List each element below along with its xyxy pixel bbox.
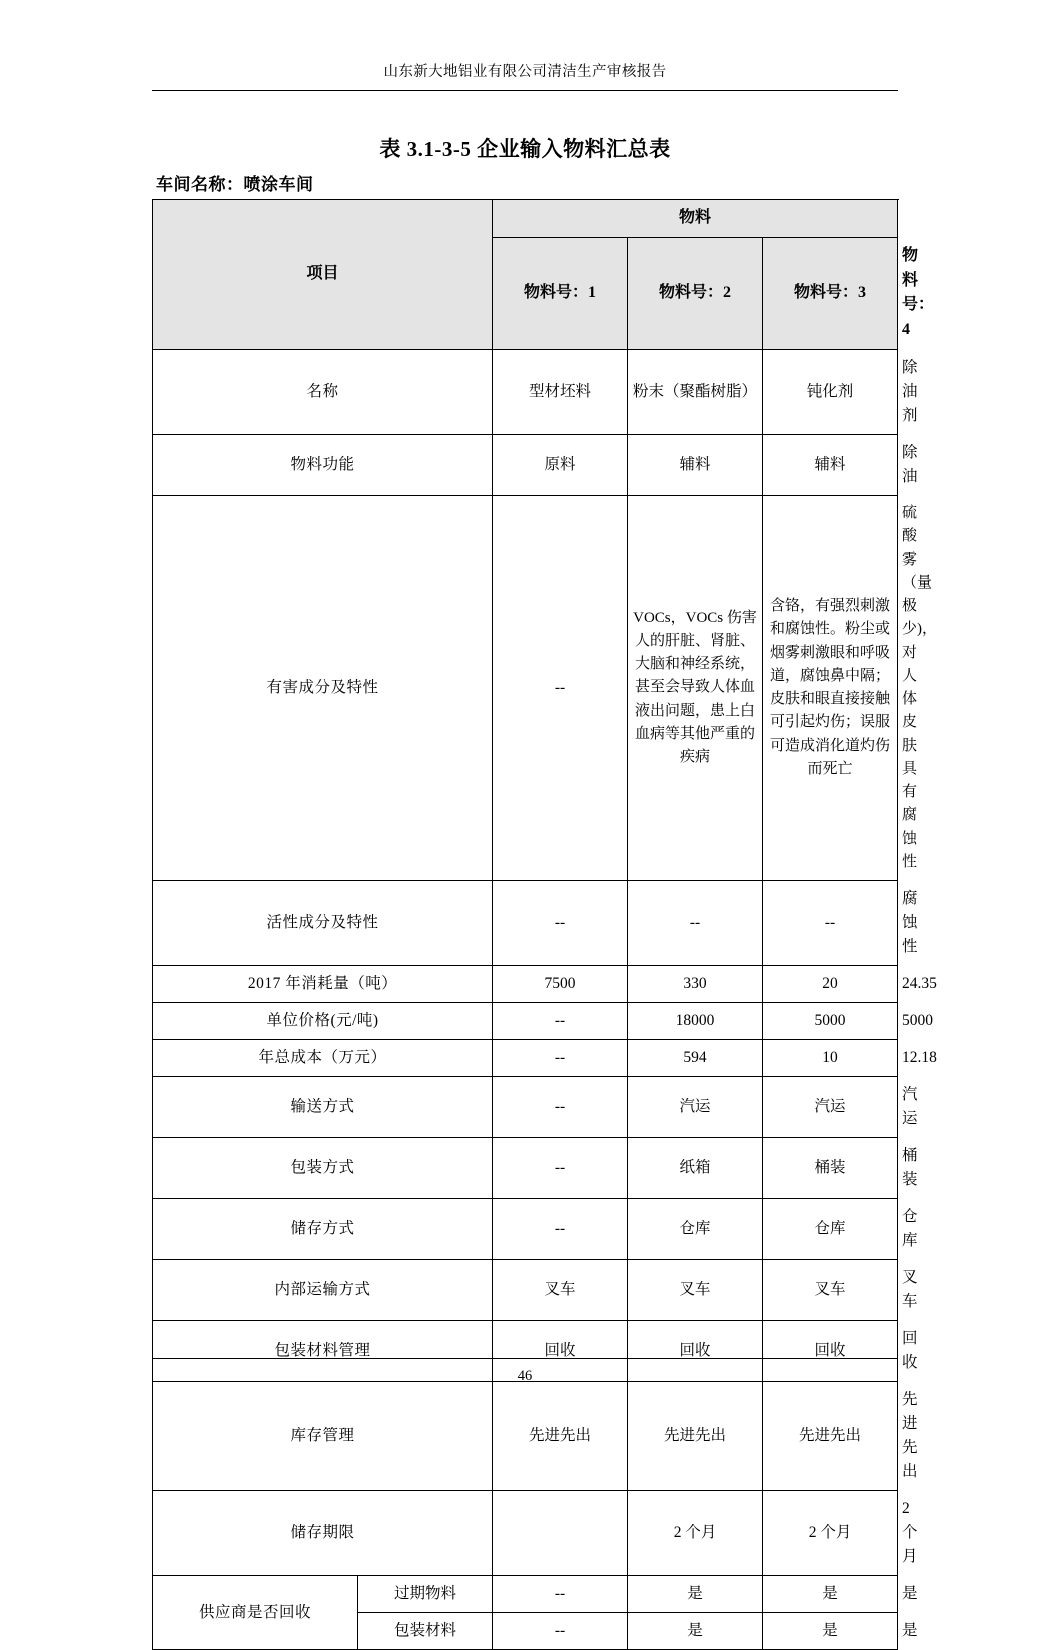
table-head [153,200,935,350]
table-row: 包装材料管理 回收 回收 回收 回收 [153,1321,898,1382]
table-header-row-1 [153,200,898,238]
row-cell: -- [493,1003,628,1040]
row-cell: 18000 [628,1003,763,1040]
row-cell: 纸箱 [628,1138,763,1199]
row-cell: 汽运 [628,1077,763,1138]
col-header-material-group: 物料 [493,200,898,238]
table-row: 名称 型材坯料 粉末（聚酯树脂） 钝化剂 除油剂 [153,349,898,434]
table-header-row-2: 物料号：1 物料号：2 物料号：3 物料号：4 [153,237,898,349]
row-cell: 2 个月 [763,1491,898,1576]
row-cell: 是 [763,1576,898,1613]
col-header-material-3: 物料号：3 [763,237,898,349]
row-cell: -- [493,496,628,881]
row-label: 储存方式 [153,1199,493,1260]
col-header-material-2: 物料号：2 [628,237,763,349]
row-label: 输送方式 [153,1077,493,1138]
row-cell: -- [763,881,898,966]
row-label: 包装材料管理 [153,1321,493,1382]
row-label: 包装方式 [153,1138,493,1199]
row-cell: 330 [628,966,763,1003]
row-cell: 汽运 [763,1077,898,1138]
page-title: 表 3.1-3-5 企业输入物料汇总表 [379,137,671,161]
row-label: 单位价格(元/吨) [153,1003,493,1040]
page-header [152,62,898,82]
table-row: 库存管理 先进先出 先进先出 先进先出 先进先出 [153,1382,898,1491]
row-cell: 是 [763,1613,898,1650]
col-header-item: 项目 [153,200,493,350]
row-cell: -- [493,881,628,966]
row-label: 库存管理 [153,1382,493,1491]
table-row: 包装方式 -- 纸箱 桶装 桶装 [153,1138,898,1199]
table-row: 有害成分及特性 -- VOCs，VOCs 伤害人的肝脏、肾脏、大脑和神经系统，甚至会导致人体血液出问题，患上白血病等其他严重的疾病 含铬，有强烈刺激和腐蚀性。粉尘或烟雾刺激眼和呼吸道，腐蚀鼻中隔；皮肤和眼直接接触可引起灼伤；误服可造成消化道灼伤而死亡 硫酸雾（量极少)，对人体皮肤具有腐蚀性 [153,496,898,881]
row-cell: 先进先出 [628,1382,763,1491]
row-cell: 是 [628,1576,763,1613]
materials-table-wrapper [152,199,938,1650]
materials-table [152,199,938,1650]
row-cell: -- [493,1199,628,1260]
row-cell: 仓库 [628,1199,763,1260]
table-row: 2017 年消耗量（吨） 7500 330 20 24.35 [153,966,898,1003]
row-cell: -- [493,1077,628,1138]
table-row: 供应商是否回收 过期物料 -- 是 是 是 [153,1576,898,1613]
row-label: 活性成分及特性 [153,881,493,966]
header-divider [152,90,898,91]
row-cell: 回收 [763,1321,898,1382]
table-row: 储存期限 2 个月 2 个月 2 个月 [153,1491,898,1576]
row-cell: 钝化剂 [763,349,898,434]
table-row: 活性成分及特性 -- -- -- 腐蚀性 [153,881,898,966]
row-cell: -- [493,1138,628,1199]
row-cell: 是 [628,1613,763,1650]
row-label-supplier-recycle: 供应商是否回收 [153,1576,358,1650]
row-cell: 仓库 [763,1199,898,1260]
row-cell: 先进先出 [763,1382,898,1491]
row-cell: 原料 [493,435,628,496]
row-label: 物料功能 [153,435,493,496]
running-head: 山东新大地铝业有限公司清洁生产审核报告 [383,64,667,80]
row-cell: 回收 [628,1321,763,1382]
row-sublabel: 包装材料 [358,1613,493,1650]
row-cell: -- [493,1040,628,1077]
row-cell: 2 个月 [628,1491,763,1576]
table-row: 内部运输方式 叉车 叉车 叉车 叉车 [153,1260,898,1321]
row-cell: 型材坯料 [493,349,628,434]
table-row: 包装材料 -- 是 是 是 [153,1613,898,1650]
workshop-name-label: 车间名称：喷涂车间 [156,175,314,194]
page-number: 46 [517,1368,533,1384]
row-cell: 叉车 [763,1260,898,1321]
row-cell: -- [493,1613,628,1650]
row-cell: 桶装 [763,1138,898,1199]
row-cell: 粉末（聚酯树脂） [628,349,763,434]
table-row: 输送方式 -- 汽运 汽运 汽运 [153,1077,898,1138]
row-cell: 10 [763,1040,898,1077]
footer-divider [152,1358,898,1359]
row-cell: 辅料 [628,435,763,496]
row-label: 内部运输方式 [153,1260,493,1321]
row-cell: 594 [628,1040,763,1077]
row-cell: -- [628,881,763,966]
row-sublabel: 过期物料 [358,1576,493,1613]
row-label: 年总成本（万元） [153,1040,493,1077]
row-cell: 7500 [493,966,628,1003]
row-cell: 叉车 [628,1260,763,1321]
row-cell: 20 [763,966,898,1003]
row-cell: 先进先出 [493,1382,628,1491]
row-label: 储存期限 [153,1491,493,1576]
row-cell: 5000 [763,1003,898,1040]
row-cell: 叉车 [493,1260,628,1321]
table-body [153,349,938,1649]
table-row: 单位价格(元/吨) -- 18000 5000 5000 [153,1003,898,1040]
row-cell [493,1491,628,1576]
col-header-material-1: 物料号：1 [493,237,628,349]
row-label: 有害成分及特性 [153,496,493,881]
row-cell: 含铬，有强烈刺激和腐蚀性。粉尘或烟雾刺激眼和呼吸道，腐蚀鼻中隔；皮肤和眼直接接触可引起灼伤；误服可造成消化道灼伤而死亡 [763,496,898,881]
table-row: 年总成本（万元） -- 594 10 12.18 [153,1040,898,1077]
row-cell: VOCs，VOCs 伤害人的肝脏、肾脏、大脑和神经系统，甚至会导致人体血液出问题，患上白血病等其他严重的疾病 [628,496,763,881]
row-label: 名称 [153,349,493,434]
table-row: 物料功能 原料 辅料 辅料 除油 [153,435,898,496]
row-cell: -- [493,1576,628,1613]
table-row: 储存方式 -- 仓库 仓库 仓库 [153,1199,898,1260]
row-label: 2017 年消耗量（吨） [153,966,493,1003]
row-cell: 回收 [493,1321,628,1382]
row-cell: 辅料 [763,435,898,496]
